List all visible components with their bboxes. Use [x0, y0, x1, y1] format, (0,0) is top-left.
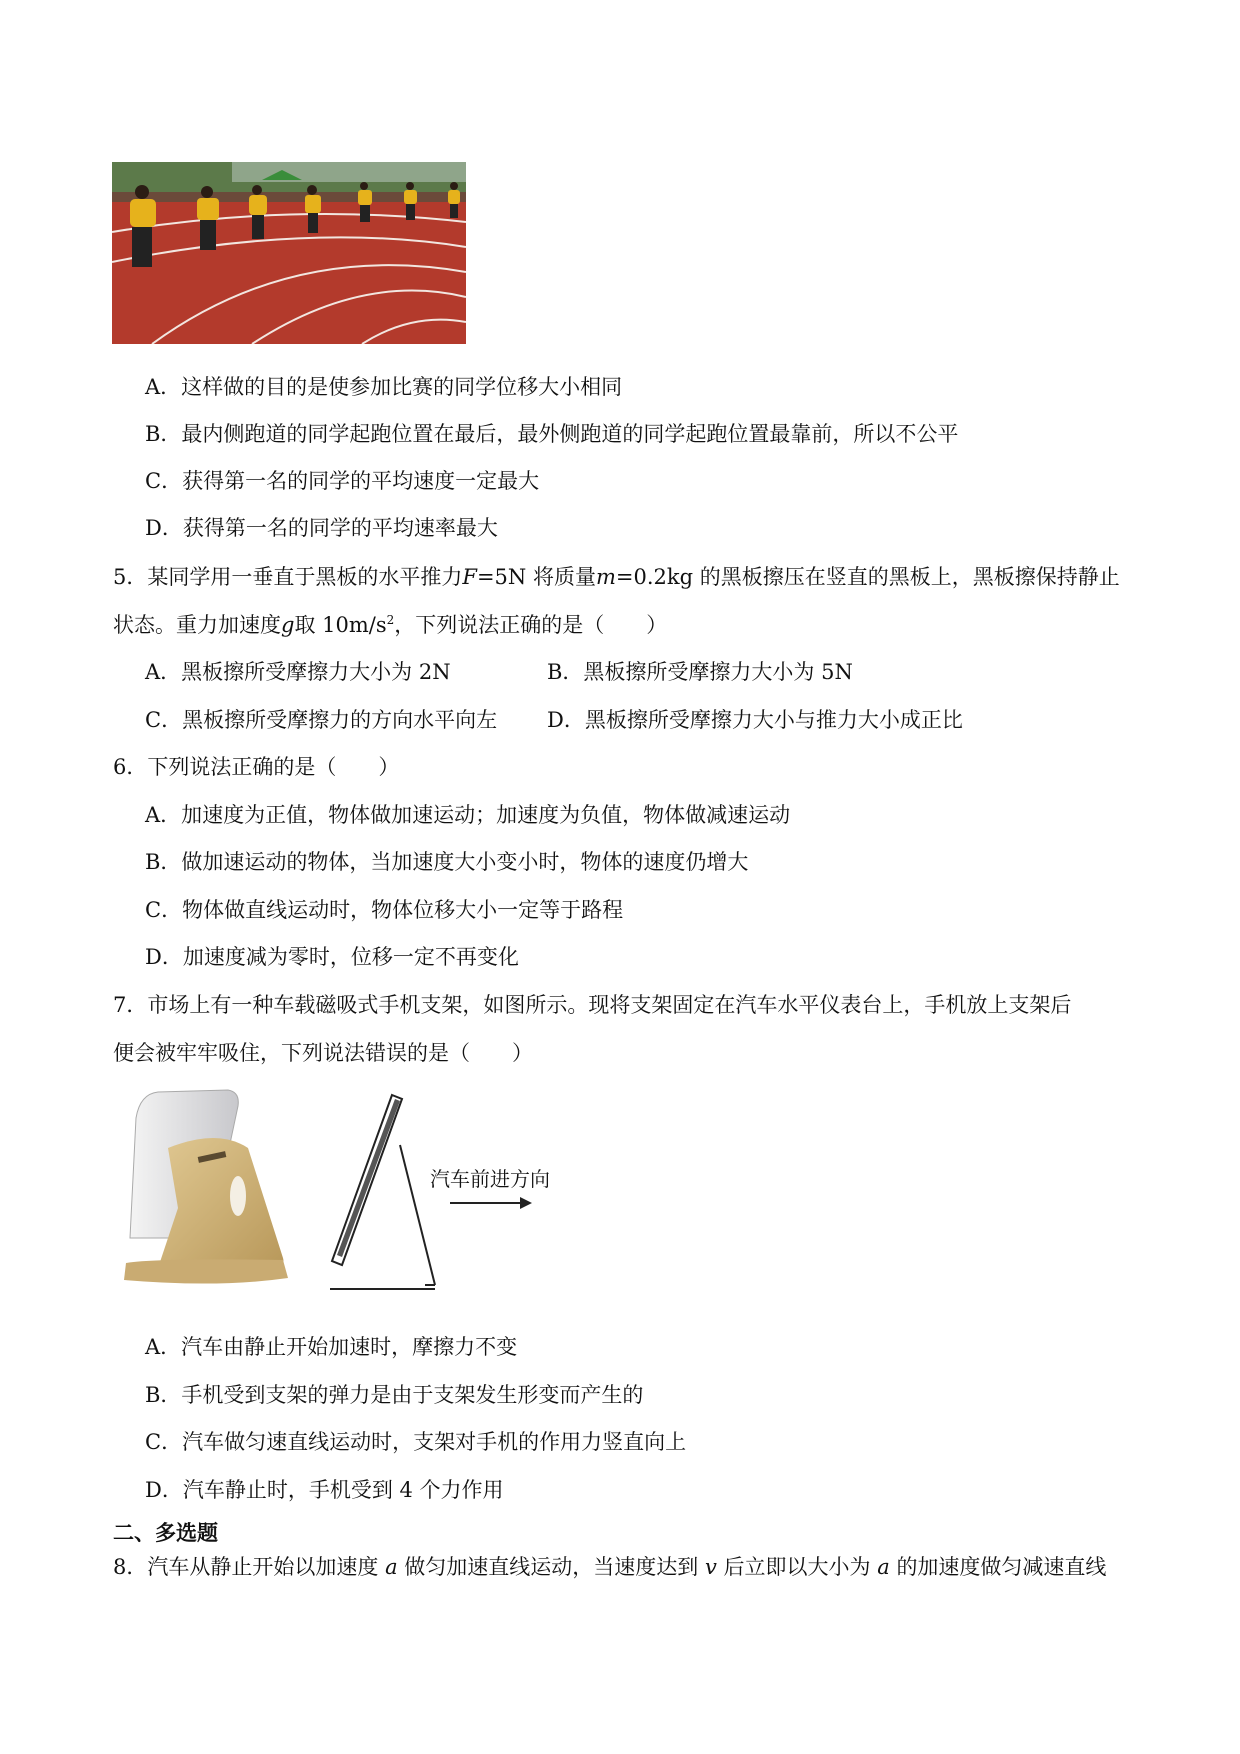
q7-option-a: A．汽车由静止开始加速时，摩擦力不变 — [145, 1335, 518, 1359]
q5-option-d: D．黑板擦所受摩擦力大小与推力大小成正比 — [547, 708, 963, 732]
q4-option-b: B．最内侧跑道的同学起跑位置在最后，最外侧跑道的同学起跑位置最靠前，所以不公平 — [145, 422, 959, 446]
q5-option-b: B．黑板擦所受摩擦力大小为 5N — [547, 660, 853, 684]
q5-option-c: C．黑板擦所受摩擦力的方向水平向左 — [145, 708, 498, 732]
section-heading-multiple-choice: 二、多选题 — [113, 1521, 218, 1545]
q6-stem: 6．下列说法正确的是（ ） — [113, 755, 400, 779]
q6-option-b: B．做加速运动的物体，当加速度大小变小时，物体的速度仍增大 — [145, 850, 749, 874]
q5-option-a: A．黑板擦所受摩擦力大小为 2N — [145, 660, 451, 684]
running-track-photo — [112, 162, 466, 344]
q6-option-a: A．加速度为正值，物体做加速运动；加速度为负值，物体做减速运动 — [145, 803, 791, 827]
q8-stem: 8．汽车从静止开始以加速度 a 做匀加速直线运动，当速度达到 v 后立即以大小为 a 的加速度做匀减速直线 — [113, 1555, 1107, 1579]
q5-stem-line2: 状态。重力加速度g取 $10m/s^2$，下列说法正确的是（ ） — [113, 613, 668, 637]
q4-option-c: C．获得第一名的同学的平均速度一定最大 — [145, 469, 540, 493]
phone-stand-photo — [118, 1088, 298, 1293]
car-direction-label: 汽车前进方向 — [430, 1167, 550, 1191]
q4-option-d: D．获得第一名的同学的平均速率最大 — [145, 516, 498, 540]
q7-option-c: C．汽车做匀速直线运动时，支架对手机的作用力竖直向上 — [145, 1430, 687, 1454]
q7-stem-line1: 7．市场上有一种车载磁吸式手机支架，如图所示。现将支架固定在汽车水平仪表台上，手机放上支架后 — [113, 993, 1072, 1017]
q4-option-a: A．这样做的目的是使参加比赛的同学位移大小相同 — [145, 375, 623, 399]
q7-stem-line2: 便会被牢牢吸住，下列说法错误的是（ ） — [113, 1041, 533, 1065]
q6-option-d: D．加速度减为零时，位移一定不再变化 — [145, 945, 519, 969]
q7-option-b: B．手机受到支架的弹力是由于支架发生形变而产生的 — [145, 1383, 644, 1407]
q7-option-d: D．汽车静止时，手机受到 4 个力作用 — [145, 1478, 504, 1502]
q5-stem-line1: 5．某同学用一垂直于黑板的水平推力F=5N 将质量m=0.2kg 的黑板擦压在竖直的黑板上，黑板擦保持静止 — [113, 565, 1120, 589]
q6-option-c: C．物体做直线运动时，物体位移大小一定等于路程 — [145, 898, 624, 922]
